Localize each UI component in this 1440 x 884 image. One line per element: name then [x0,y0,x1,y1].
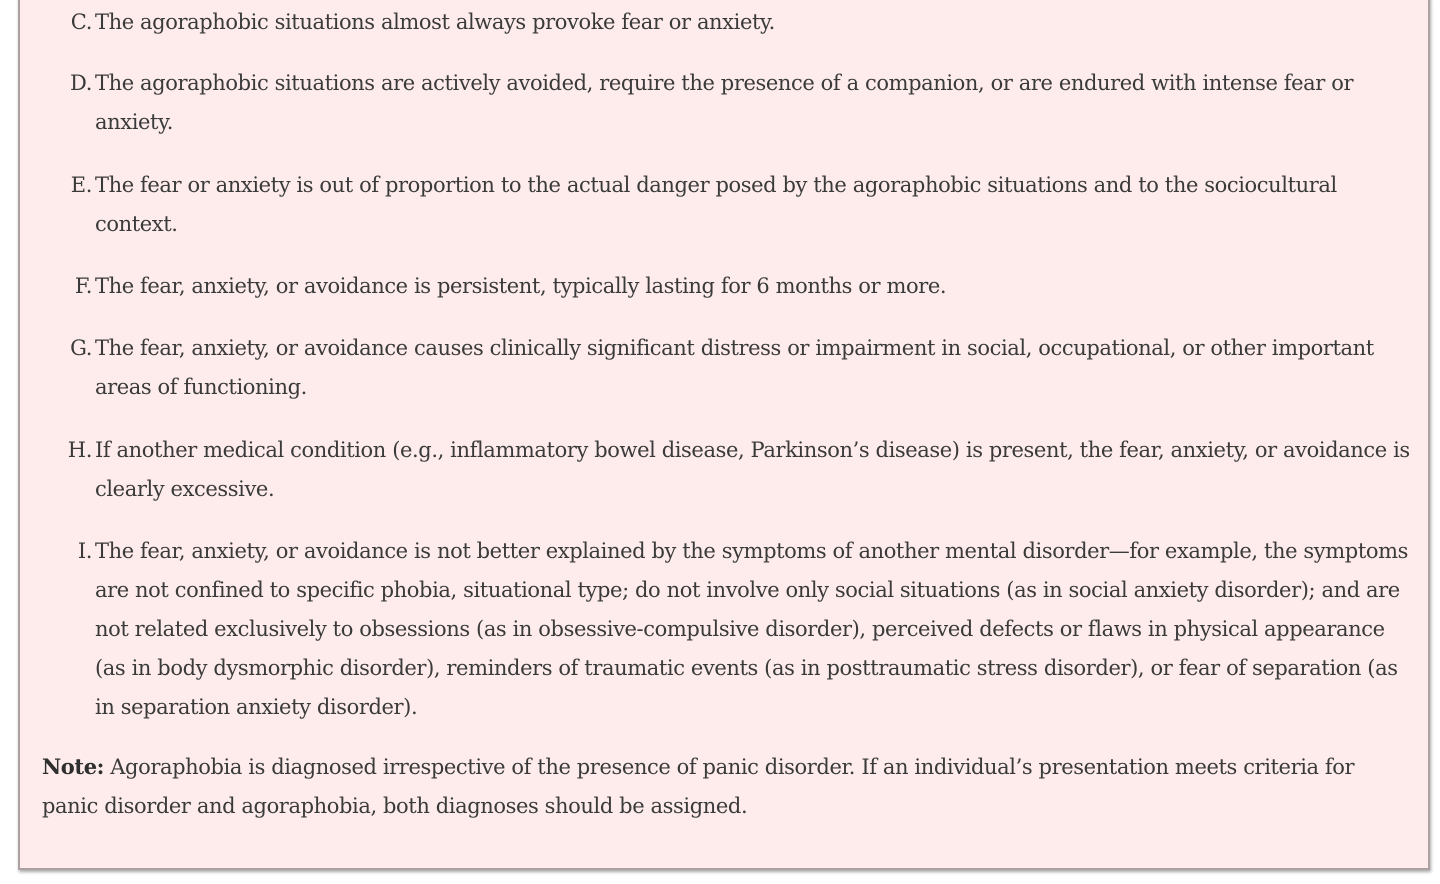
criterion-text: The fear, anxiety, or avoidance is not better explained by the symptoms of another mental disorder—for example, the symptoms are not confined to specific phobia, situational type; do not involve only social situations (as in social anxiety disorder); and are not related exclusively to obsessions (as in obsessive-compulsive disorder), perceived defects or flaws in physical appearance (as in body dysmorphic disorder), reminders of traumatic events (as in posttraumatic stress disorder), or fear of separation (as in separation anxiety disorder). [95,539,1408,719]
criteria-panel [18,0,1430,870]
criterion-letter: D. [70,71,92,95]
criterion-letter: F. [74,274,92,298]
criterion-text: If another medical condition (e.g., inflammatory bowel disease, Parkinson’s disease) is present, the fear, anxiety, or avoidance is clearly excessive. [95,438,1410,501]
note-paragraph [42,747,1402,826]
note-text: Agoraphobia is diagnosed irrespective of the presence of panic disorder. If an individual’s presentation meets criteria for panic disorder and agoraphobia, both diagnoses should be assigned. [42,755,1355,818]
criterion-text: The fear, anxiety, or avoidance is persistent, typically lasting for 6 months or more. [95,274,947,298]
criterion-letter: G. [70,336,92,360]
criterion-text: The fear, anxiety, or avoidance causes clinically significant distress or impairment in social, occupational, or other important areas of functioning. [95,336,1374,399]
criterion-text: The fear or anxiety is out of proportion to the actual danger posed by the agoraphobic situations and to the sociocultural context. [95,173,1337,236]
criterion-text: The agoraphobic situations almost always provoke fear or anxiety. [95,10,775,34]
note-label: Note: [42,754,105,779]
criterion-letter: H. [67,438,92,462]
criterion-letter: C. [70,10,92,34]
criterion-letter: I. [77,539,92,563]
criterion-letter: E. [70,173,92,197]
criterion-text: The agoraphobic situations are actively avoided, require the presence of a companion, or are endured with intense fear or anxiety. [95,71,1354,134]
